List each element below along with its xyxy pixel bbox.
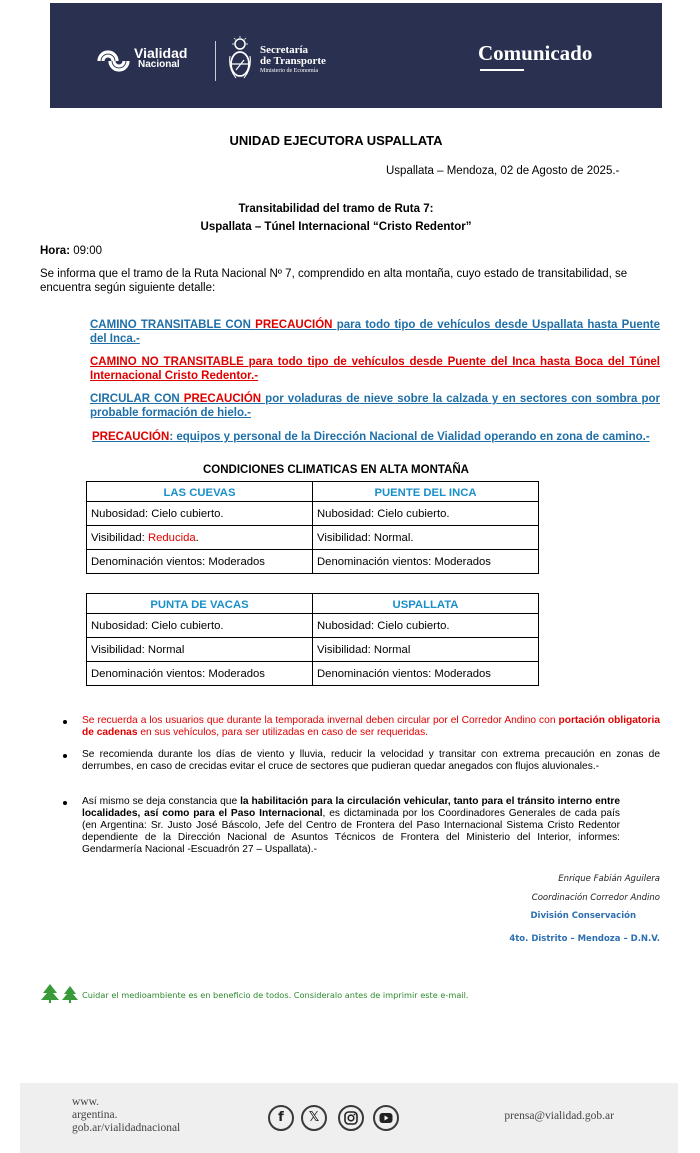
alert4-red: PRECAUCIÓN bbox=[92, 431, 170, 443]
table2-r1c2: Nubosidad: Cielo cubierto. bbox=[313, 614, 539, 638]
vialidad-brand bbox=[134, 47, 187, 71]
table2-header-uspallata: USPALLATA bbox=[313, 594, 539, 614]
hora-value: 09:00 bbox=[70, 245, 103, 257]
note1-c: en sus vehículos, para ser utilizadas en caso de ser requeridas. bbox=[137, 727, 429, 738]
hora-line bbox=[40, 245, 102, 257]
alert3-post: por voladuras de nieve sobre la calzada y en sectores con sombra por probable formación de hielo.- bbox=[90, 393, 660, 419]
subject-line1: Transitabilidad del tramo de Ruta 7: bbox=[238, 203, 434, 215]
brand-line2: Nacional bbox=[138, 59, 180, 70]
table2-r3c2: Denominación vientos: Moderados bbox=[313, 662, 539, 686]
signature-role: Coordinación Corredor Andino bbox=[531, 893, 660, 903]
bullet-dot bbox=[63, 801, 67, 805]
alert-personal bbox=[92, 430, 662, 444]
secretaria-line1: Secretaría bbox=[260, 44, 309, 56]
alert1-red: PRECAUCIÓN bbox=[255, 319, 333, 331]
web-line2: argentina. bbox=[72, 1109, 118, 1121]
alert1-post: para todo tipo de vehículos desde Uspallata hasta Puente del Inca.- bbox=[90, 319, 660, 345]
bullet-dot bbox=[63, 720, 67, 724]
secretaria-brand bbox=[260, 45, 326, 75]
note-viento: Se recomienda durante los días de viento y lluvia, reducir la velocidad y transitar con extrema precaución en zonas de derrumbes, en caso de crecidas evitar el cruce de sectores que pudieran quedar anegados con flujos aluvionales.- bbox=[82, 749, 660, 772]
visibility-reducida: Reducida bbox=[147, 531, 196, 544]
note1-a: Se recuerda a los usuarios que durante la temporada invernal deben circular por el Corredor Andino con bbox=[82, 715, 559, 726]
instagram-icon[interactable] bbox=[338, 1105, 364, 1131]
table1-r3c2: Denominación vientos: Moderados bbox=[313, 550, 539, 574]
comunicado-title: Comunicado bbox=[478, 41, 593, 65]
signature-division: División Conservación bbox=[530, 911, 636, 921]
alert3-red: PRECAUCIÓN bbox=[183, 393, 262, 405]
header-divider bbox=[215, 41, 216, 81]
footer-bar bbox=[20, 1083, 678, 1153]
national-seal-icon bbox=[228, 36, 252, 80]
vialidad-logo-icon bbox=[96, 46, 130, 76]
note3-b: la habilitación para la circulación vehicular, tanto para el tránsito interno entre localidades, así como para el Paso Internacional bbox=[82, 796, 621, 819]
eco-message: Cuidar el medioambiente es en beneficio de todos. Consideralo antes de imprimir este e-mail. bbox=[82, 990, 469, 1000]
x-icon[interactable]: 𝕏 bbox=[301, 1105, 327, 1131]
alert-circular bbox=[90, 392, 660, 420]
climate-title: CONDICIONES CLIMATICAS EN ALTA MONTAÑA bbox=[203, 464, 469, 476]
alert-transitable bbox=[90, 318, 660, 346]
secretaria-line2: de Transporte bbox=[260, 55, 326, 67]
climate-table-2 bbox=[86, 593, 539, 686]
youtube-icon[interactable] bbox=[373, 1105, 399, 1131]
footer-email-link[interactable]: prensa@vialidad.gob.ar bbox=[504, 1110, 614, 1122]
note3-a: Así mismo se deja constancia que bbox=[82, 796, 241, 807]
footer-website-link[interactable] bbox=[72, 1096, 180, 1135]
table2-r2c2: Visibilidad: Normal bbox=[313, 638, 539, 662]
alert-no-transitable: CAMINO NO TRANSITABLE para todo tipo de vehículos desde Puente del Inca hasta Boca del Túnel Internacional Cristo Redentor.- bbox=[90, 356, 660, 382]
table1-r2c1 bbox=[87, 526, 313, 550]
table2-r3c1: Denominación vientos: Moderados bbox=[87, 662, 313, 686]
table1-r1c1: Nubosidad: Cielo cubierto. bbox=[87, 502, 313, 526]
signature-district: 4to. Distrito – Mendoza – D.N.V. bbox=[509, 934, 660, 944]
header-banner bbox=[50, 3, 662, 108]
climate-table-1 bbox=[86, 481, 539, 574]
web-line1: www. bbox=[72, 1096, 100, 1108]
comunicado-underline bbox=[480, 69, 524, 71]
alert4-post: : equipos y personal de la Dirección Nacional de Vialidad operando en zona de camino.- bbox=[169, 431, 650, 443]
intro-paragraph: Se informa que el tramo de la Ruta Nacional Nº 7, comprendido en alta montaña, cuyo estado de transitabilidad, se encuentra según siguiente detalle: bbox=[40, 268, 628, 294]
hora-label: Hora: bbox=[40, 245, 71, 257]
note-cadenas bbox=[82, 715, 660, 739]
note-habilitacion bbox=[82, 796, 620, 856]
table2-r2c1: Visibilidad: Normal bbox=[87, 638, 313, 662]
eco-trees-icon bbox=[40, 983, 80, 1003]
visibility-end: . bbox=[195, 531, 199, 544]
table1-header-cuevas: LAS CUEVAS bbox=[87, 482, 313, 502]
note1-b: portación obligatoria de cadenas bbox=[82, 715, 660, 738]
table1-r1c2: Nubosidad: Cielo cubierto. bbox=[313, 502, 539, 526]
table1-r2c2: Visibilidad: Normal. bbox=[313, 526, 539, 550]
bullet-dot bbox=[63, 754, 67, 758]
table1-header-puente: PUENTE DEL INCA bbox=[313, 482, 539, 502]
unit-title: UNIDAD EJECUTORA USPALLATA bbox=[229, 133, 443, 148]
facebook-icon[interactable]: f bbox=[268, 1105, 294, 1131]
web-line3: gob.ar/vialidadnacional bbox=[72, 1122, 181, 1134]
table1-r3c1: Denominación vientos: Moderados bbox=[87, 550, 313, 574]
alert1-pre: CAMINO TRANSITABLE CON bbox=[90, 319, 256, 331]
alert3-pre: CIRCULAR CON bbox=[90, 393, 184, 405]
ministerio-label: Ministerio de Economía bbox=[260, 68, 318, 74]
note3-c: , es dictaminada por los Coordinadores Generales de cada país (en Argentina: Sr. Justo José Báscolo, Jefe del Centro de Frontera del Paso Internacional Sistema Cristo Redentor dependiente de la Dirección Nacional de Asuntos Técnicos de Frontera del Ministerio del Interior, informes: Gendarmería Nacional -Escuadrón 27 – Uspallata).- bbox=[82, 808, 621, 855]
signature-name: Enrique Fabián Aguilera bbox=[558, 874, 660, 884]
subject-line2: Uspallata – Túnel Internacional “Cristo Redentor” bbox=[200, 221, 472, 233]
table2-header-vacas: PUNTA DE VACAS bbox=[87, 594, 313, 614]
brand-line1: Vialidad bbox=[134, 45, 188, 61]
place-date: Uspallata – Mendoza, 02 de Agosto de 2025.- bbox=[386, 165, 620, 177]
visibility-label: Visibilidad: bbox=[91, 531, 148, 544]
table2-r1c1: Nubosidad: Cielo cubierto. bbox=[87, 614, 313, 638]
